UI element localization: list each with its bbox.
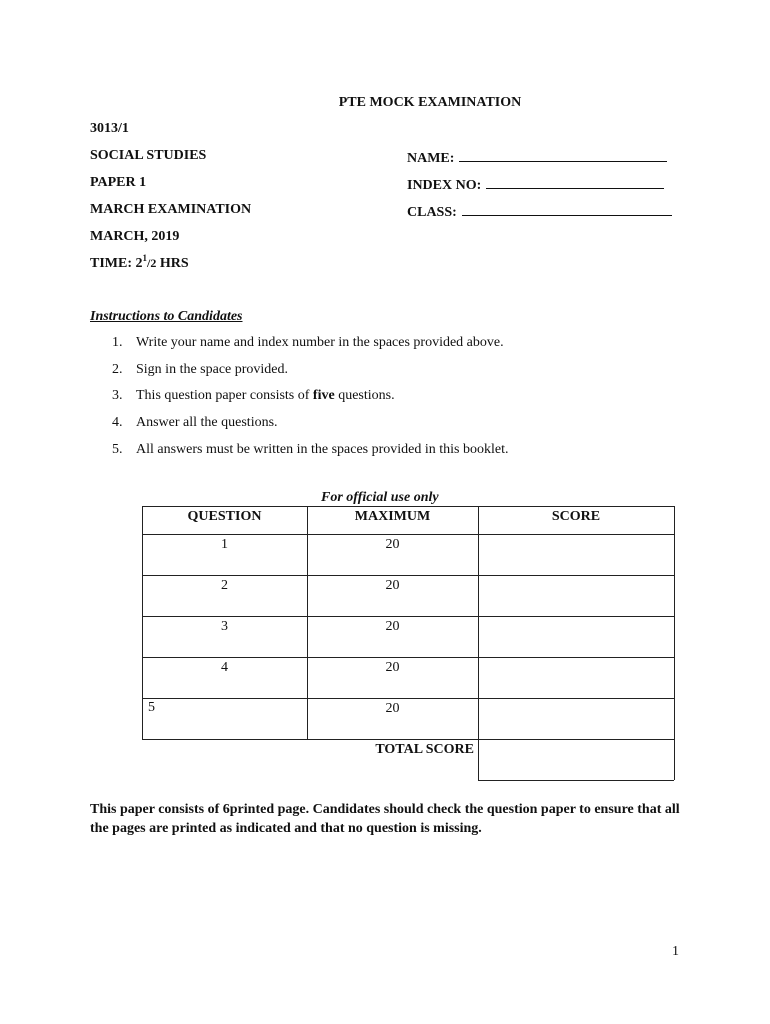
table-rule: [142, 739, 674, 740]
subject: SOCIAL STUDIES: [90, 148, 207, 163]
column-header-question: QUESTION: [187, 509, 262, 524]
time-suffix: HRS: [156, 256, 189, 271]
maximum-cell: 20: [385, 660, 400, 675]
table-rule: [142, 698, 674, 699]
instruction-item: [90, 388, 509, 415]
index-blank-line[interactable]: [486, 175, 664, 189]
score-cell[interactable]: [478, 578, 674, 616]
instruction-text: Sign in the space provided.: [136, 361, 289, 377]
table-rule: [142, 616, 674, 617]
total-score-cell[interactable]: [478, 742, 674, 780]
instruction-item: [90, 362, 509, 389]
exam-title: PTE MOCK EXAMINATION: [338, 95, 522, 110]
official-use-caption: For official use only: [321, 490, 439, 505]
time-fraction-denominator: /2: [147, 256, 157, 270]
index-label: INDEX NO:: [407, 178, 482, 193]
class-blank-line[interactable]: [462, 202, 672, 216]
instruction-number: 2.: [112, 361, 123, 377]
name-label: NAME:: [407, 151, 455, 166]
paper-code: 3013/1: [90, 121, 129, 136]
instruction-number: 4.: [112, 415, 123, 431]
score-cell[interactable]: [478, 701, 674, 739]
exam-type: MARCH EXAMINATION: [90, 202, 252, 217]
page-count-notice: This paper consists of 6printed page. Candidates should check the question paper to ensure that all the pages are printed as indicated and that no question is missing.: [90, 802, 680, 836]
question-number-cell: 2: [221, 578, 228, 593]
instructions-list: [90, 335, 509, 468]
column-header-maximum: MAXIMUM: [354, 509, 431, 524]
exam-time: [90, 253, 189, 272]
instruction-number: 5.: [112, 441, 123, 457]
instruction-item: [90, 415, 509, 442]
question-number-cell: 1: [221, 537, 228, 552]
table-rule: [142, 506, 674, 507]
score-cell[interactable]: [478, 660, 674, 698]
instruction-text: Answer all the questions.: [136, 415, 278, 431]
paper-number: PAPER 1: [90, 175, 147, 190]
question-number-cell: 3: [221, 619, 228, 634]
instructions-heading: Instructions to Candidates: [90, 309, 243, 324]
instruction-number: 1.: [112, 335, 123, 350]
maximum-cell: 20: [385, 701, 400, 716]
instruction-text: Write your name and index number in the spaces provided above.: [136, 335, 504, 350]
instruction-item: [90, 335, 509, 362]
total-score-label: TOTAL SCORE: [375, 742, 474, 757]
table-rule: [142, 657, 674, 658]
question-number-cell: 5: [148, 700, 155, 715]
exam-date: MARCH, 2019: [90, 229, 180, 244]
instruction-number: 3.: [112, 388, 123, 404]
instruction-text: This question paper consists of: [136, 388, 313, 404]
question-number-cell: 4: [221, 660, 228, 675]
instruction-text: All answers must be written in the spaces provided in this booklet.: [136, 441, 509, 457]
instruction-text-end: questions.: [334, 388, 395, 404]
instruction-item: [90, 442, 509, 469]
class-label: CLASS:: [407, 205, 457, 220]
class-field[interactable]: [407, 202, 672, 221]
column-header-score: SCORE: [551, 509, 601, 524]
table-rule: [142, 534, 674, 535]
name-field[interactable]: [407, 148, 667, 167]
table-rule: [674, 506, 675, 780]
table-rule: [478, 780, 674, 781]
instruction-emphasis: five: [312, 388, 335, 404]
maximum-cell: 20: [385, 619, 400, 634]
name-blank-line[interactable]: [459, 148, 667, 162]
index-field[interactable]: [407, 175, 664, 194]
score-cell[interactable]: [478, 619, 674, 657]
maximum-cell: 20: [385, 578, 400, 593]
time-prefix: TIME: 2: [90, 256, 143, 271]
table-rule: [142, 575, 674, 576]
page-number: 1: [672, 944, 679, 959]
score-table: [142, 506, 674, 781]
maximum-cell: 20: [385, 537, 400, 552]
score-cell[interactable]: [478, 537, 674, 575]
time-fraction-numerator: 1: [142, 253, 147, 263]
